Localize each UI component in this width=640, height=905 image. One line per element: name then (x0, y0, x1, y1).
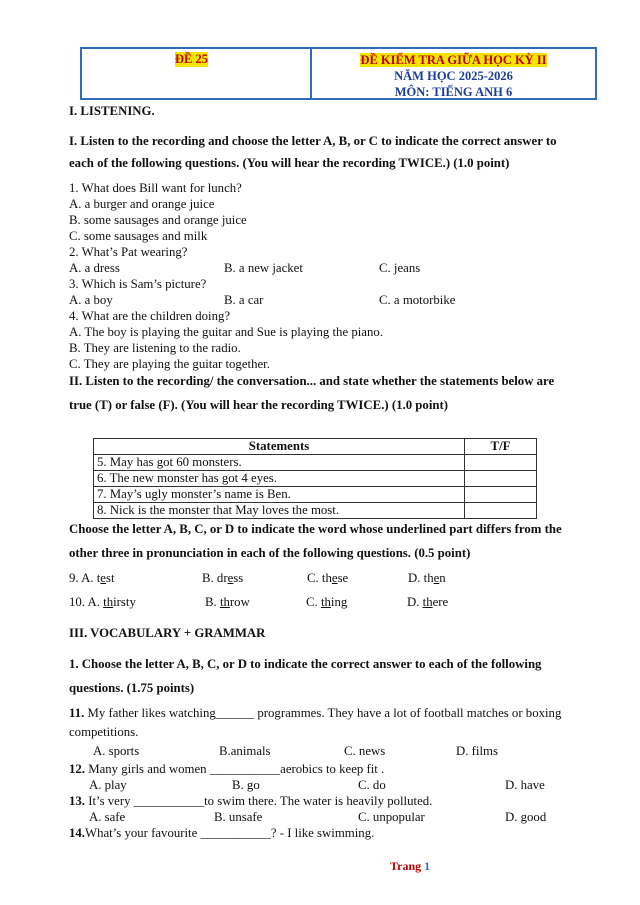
pronunciation-instruction-1: Choose the letter A, B, C, or D to indicate the word whose underlined part differs from the (69, 522, 562, 536)
question-2-option-a: A. a dress (69, 261, 120, 275)
question-1-option-b: B. some sausages and orange juice (69, 213, 247, 227)
vocab-instruction-1: 1. Choose the letter A, B, C, or D to indicate the correct answer to each of the following (69, 657, 542, 671)
question-9-option-c: C. these (307, 571, 349, 585)
pronunciation-instruction-2: other three in pronunciation in each of the following questions. (0.5 point) (69, 546, 471, 560)
statement-6: 6. The new monster has got 4 eyes. (94, 471, 465, 487)
exam-title: ĐỀ KIỂM TRA GIỮA HỌC KỲ II (360, 53, 547, 67)
header-left-cell (82, 49, 312, 98)
subject: MÔN: TIẾNG ANH 6 (394, 85, 513, 99)
question-13: 13. It’s very ___________to swim there. The water is heavily polluted. (69, 794, 433, 808)
question-10-option-c: C. thing (306, 595, 348, 609)
true-false-table (93, 438, 537, 519)
table-row (94, 471, 537, 487)
vocab-instruction-2: questions. (1.75 points) (69, 681, 195, 695)
question-11: 11. My father likes watching______ programmes. They have a lot of football matches or boxing (69, 706, 562, 720)
statement-7: 7. May’s ugly monster’s name is Ben. (94, 487, 465, 503)
table-row (94, 503, 537, 519)
page-footer: Trang 1 (390, 859, 431, 873)
question-4-option-a: A. The boy is playing the guitar and Sue is playing the piano. (69, 325, 383, 339)
header-right-cell (312, 49, 595, 98)
question-9-option-a: 9. A. test (69, 571, 115, 585)
question-13-option-a: A. safe (89, 810, 126, 824)
question-1-option-c: C. some sausages and milk (69, 229, 208, 243)
question-3-option-c: C. a motorbike (379, 293, 456, 307)
question-10-option-a: 10. A. thirsty (69, 595, 136, 609)
table-header-row (94, 439, 537, 455)
question-11-option-a: A. sports (93, 744, 140, 758)
tf-answer-cell[interactable] (465, 487, 537, 503)
question-14: 14.What’s your favourite ___________? - I like swimming. (69, 826, 375, 840)
section-vocab-title: III. VOCABULARY + GRAMMAR (69, 626, 266, 640)
tf-header: T/F (465, 439, 537, 455)
exam-code-tag: ĐỀ 25 (175, 52, 208, 66)
question-1-option-a: A. a burger and orange juice (69, 197, 215, 211)
tf-instruction-2: true (T) or false (F). (You will hear the recording TWICE.) (1.0 point) (69, 398, 449, 412)
statement-5: 5. May has got 60 monsters. (94, 455, 465, 471)
question-9-option-b: B. dress (202, 571, 244, 585)
header-box (80, 47, 597, 100)
table-row (94, 487, 537, 503)
question-2-option-b: B. a new jacket (224, 261, 303, 275)
question-3: 3. Which is Sam’s picture? (69, 277, 207, 291)
listening-instruction-2: each of the following questions. (You will hear the recording TWICE.) (1.0 point) (69, 156, 510, 170)
question-10-option-d: D. there (407, 595, 449, 609)
question-3-option-a: A. a boy (69, 293, 113, 307)
statements-header: Statements (94, 439, 465, 455)
question-13-option-b: B. unsafe (214, 810, 263, 824)
question-1: 1. What does Bill want for lunch? (69, 181, 242, 195)
question-12: 12. Many girls and women ___________aerobics to keep fit . (69, 762, 385, 776)
question-12-option-d: D. have (505, 778, 545, 792)
question-11-option-c: C. news (344, 744, 386, 758)
question-4-option-b: B. They are listening to the radio. (69, 341, 241, 355)
question-10-option-b: B. throw (205, 595, 250, 609)
question-13-option-d: D. good (505, 810, 547, 824)
question-2: 2. What’s Pat wearing? (69, 245, 188, 259)
question-4-option-c: C. They are playing the guitar together. (69, 357, 270, 371)
tf-answer-cell[interactable] (465, 503, 537, 519)
question-12-option-c: C. do (358, 778, 386, 792)
school-year: NĂM HỌC 2025-2026 (394, 69, 513, 83)
tf-instruction-1: II. Listen to the recording/ the conversation... and state whether the statements below are (69, 374, 555, 388)
page-number: 1 (424, 859, 431, 873)
question-9-option-d: D. then (408, 571, 446, 585)
statement-8: 8. Nick is the monster that May loves the most. (94, 503, 465, 519)
tf-answer-cell[interactable] (465, 455, 537, 471)
question-13-option-c: C. unpopular (358, 810, 425, 824)
question-2-option-c: C. jeans (379, 261, 421, 275)
question-4: 4. What are the children doing? (69, 309, 231, 323)
question-11-continued: competitions. (69, 725, 139, 739)
table-row (94, 455, 537, 471)
section-listening-title: I. LISTENING. (69, 104, 155, 118)
tf-answer-cell[interactable] (465, 471, 537, 487)
question-12-option-b: B. go (232, 778, 260, 792)
question-11-option-d: D. films (456, 744, 498, 758)
question-3-option-b: B. a car (224, 293, 264, 307)
question-11-option-b: B.animals (219, 744, 271, 758)
listening-instruction-1: I. Listen to the recording and choose the letter A, B, or C to indicate the correct answer to (69, 134, 557, 148)
question-12-option-a: A. play (89, 778, 127, 792)
